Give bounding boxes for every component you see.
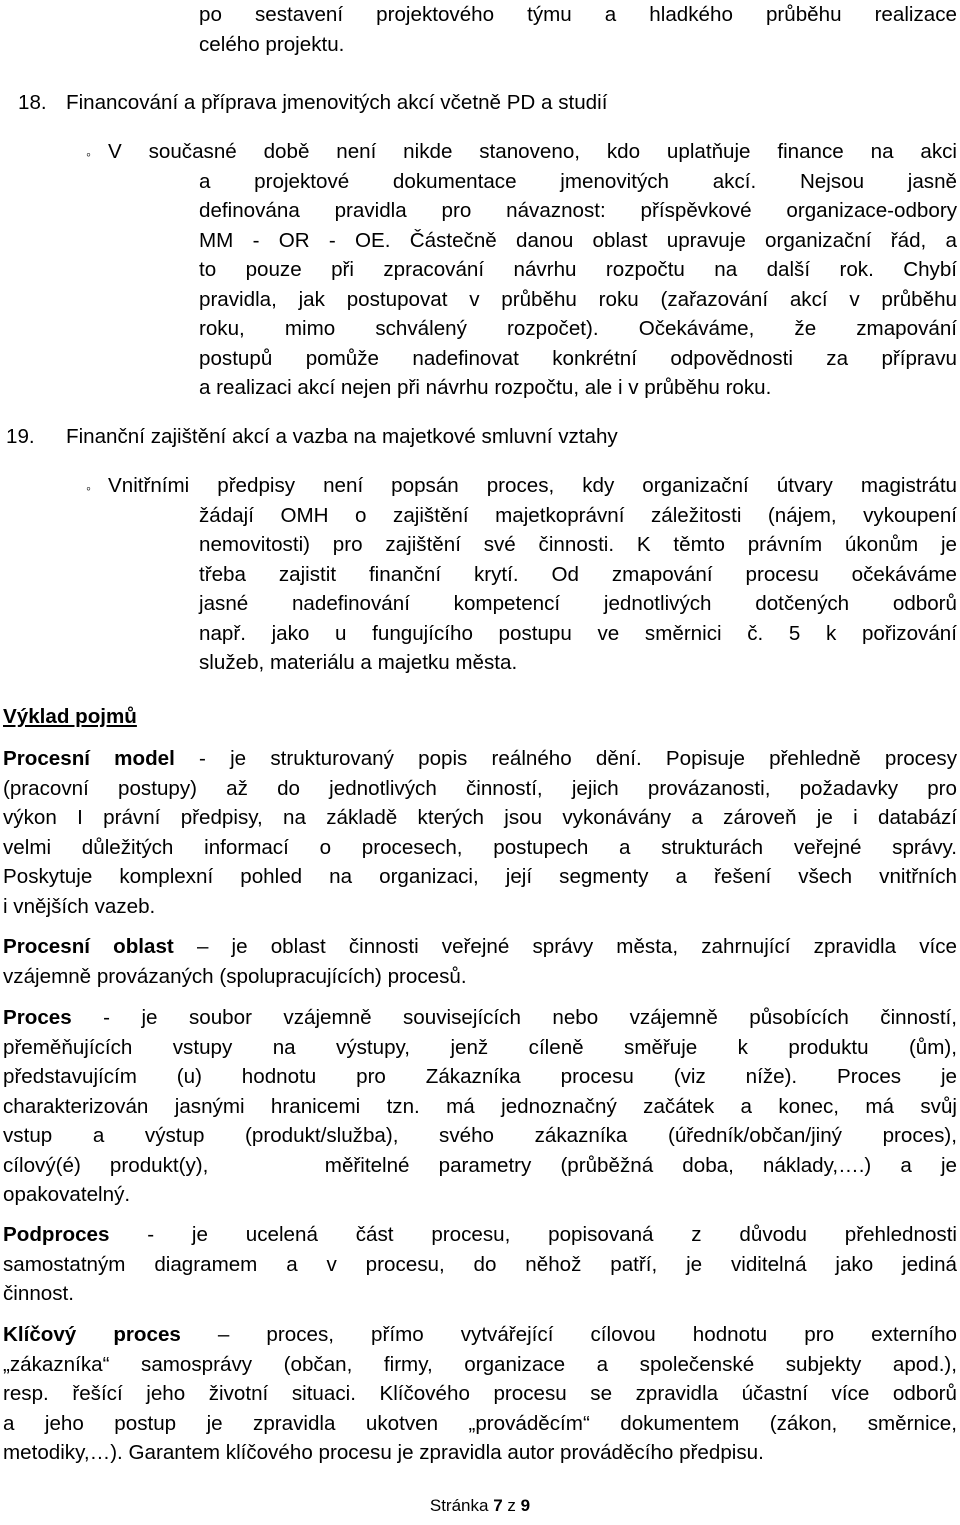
definition-term: Klíčový proces xyxy=(3,1323,181,1346)
definition-term: Proces xyxy=(3,1006,72,1029)
definition-podproces xyxy=(3,1220,957,1309)
item19-paragraph xyxy=(108,471,957,501)
text-line: roku, mimo schválený rozpočet). Očekáváme, že zmapování xyxy=(199,317,957,340)
text-line: služeb, materiálu a majetku města. xyxy=(199,651,518,674)
text-line: výkon I právní předpisy, na základě kterých jsou vykonávány a zároveň je i databází xyxy=(3,806,957,829)
list-item-title: Finanční zajištění akcí a vazba na majetkové smluvní vztahy xyxy=(66,425,618,448)
text-line: představujícím (u) hodnotu pro Zákazníka procesu (viz níže). Proces je xyxy=(3,1065,957,1088)
text-line: (pracovní postupy) až do jednotlivých činností, jejich provázanosti, požadavky pro xyxy=(3,776,957,800)
definition-first-line xyxy=(3,744,957,774)
list-item-title: Financování a příprava jmenovitých akcí včetně PD a studií xyxy=(66,91,608,114)
section-heading: Výklad pojmů xyxy=(3,705,137,728)
text-line: opakovatelný. xyxy=(3,1183,131,1206)
footer-label: Stránka xyxy=(429,1496,489,1515)
text-line: a realizaci akcí nejen při návrhu rozpočtu, ale i v průběhu roku. xyxy=(199,376,772,399)
definition-text: - je strukturovaný popis reálného dění. Popisuje přehledně procesy xyxy=(174,747,957,770)
text-line: resp. řešící jeho životní situaci. Klíčového procesu se zpravidla účastní více odborů xyxy=(3,1382,957,1405)
text-line: celého projektu. xyxy=(199,32,345,56)
text-line: definována pravidla pro návaznost: příspěvkové organizace-odbory xyxy=(199,199,957,222)
definition-first-line xyxy=(3,932,957,962)
definition-term: Procesní model xyxy=(3,747,175,770)
definition-first-line xyxy=(3,1320,957,1350)
intro-continuation xyxy=(199,0,957,59)
definition-text: – je oblast činnosti veřejné správy města, zahrnující zpravidla více xyxy=(173,935,958,958)
definition-text: - je ucelená část procesu, popisovaná z důvodu přehlednosti xyxy=(109,1223,957,1246)
list-number: 19. xyxy=(6,425,35,448)
text-line: velmi důležitých informací o procesech, postupech a strukturách veřejné správy. xyxy=(3,835,957,859)
text-line: i vnějších vazeb. xyxy=(3,894,156,918)
current-page-number: 7 xyxy=(493,1496,503,1515)
text-line: MM - OR - OE. Částečně danou oblast upravuje organizační řád, a xyxy=(199,228,957,252)
text-line: nemovitosti) pro zajištění své činnosti. K těmto právním úkonům je xyxy=(199,533,957,556)
text-line: metodiky,…). Garantem klíčového procesu je zpravidla autor prováděcího předpisu. xyxy=(3,1441,764,1464)
text-line: „zákazníka“ samosprávy (občan, firmy, organizace a společenské subjekty apod.), xyxy=(3,1352,957,1376)
text-line: postupů pomůže nadefinovat konkrétní odpovědnosti za přípravu xyxy=(199,346,957,370)
text-line: vzájemně provázaných (spolupracujících) procesů. xyxy=(3,964,467,988)
text-line: to pouze při zpracování návrhu rozpočtu na další rok. Chybí xyxy=(199,258,957,281)
footer-separator: z xyxy=(507,1496,516,1515)
text-line: Poskytuje komplexní pohled na organizaci, její segmenty a řešení všech vnitřních xyxy=(3,865,957,888)
definition-klicovy-proces xyxy=(3,1320,957,1468)
page-footer xyxy=(0,1496,960,1516)
text-line: po sestavení projektového týmu a hladkého průběhu realizace xyxy=(199,3,957,26)
text-line: V současné době není nikde stanoveno, kdo uplatňuje finance na akci xyxy=(108,140,957,163)
item19-paragraph-cont xyxy=(199,501,957,678)
definition-term: Procesní oblast xyxy=(3,935,174,958)
item18-paragraph-cont xyxy=(199,167,957,403)
definition-text: – proces, přímo vytvářející cílovou hodnotu pro externího xyxy=(180,1323,957,1346)
definition-first-line xyxy=(3,1220,957,1250)
definition-procesni-oblast xyxy=(3,932,957,991)
definition-procesni-model xyxy=(3,744,957,921)
text-line: vstup a výstup (produkt/služba), svého zákazníka (úředník/občan/jiný proces), xyxy=(3,1124,957,1147)
text-line: a projektové dokumentace jmenovitých akcí. Nejsou jasně xyxy=(199,169,957,193)
definition-proces xyxy=(3,1003,957,1210)
text-line: pravidla, jak postupovat v průběhu roku (zařazování akcí v průběhu xyxy=(199,287,957,311)
text-line: a jeho postup je zpravidla ukotven „prováděcím“ dokumentem (zákon, směrnice, xyxy=(3,1411,957,1435)
text-line: cílový(é) produkt(y), měřitelné parametry (průběžná doba, náklady,….) a je xyxy=(3,1153,957,1177)
list-number: 18. xyxy=(18,91,47,114)
item18-paragraph xyxy=(108,137,957,167)
text-line: charakterizován jasnými hranicemi tzn. má jednoznačný začátek a konec, má svůj xyxy=(3,1094,957,1118)
definition-first-line xyxy=(3,1003,957,1033)
text-line: žádají OMH o zajištění majetkoprávní záležitosti (nájem, vykoupení xyxy=(199,503,957,527)
definition-text: - je soubor vzájemně souvisejících nebo vzájemně působících činností, xyxy=(71,1006,957,1029)
text-line: Vnitřními předpisy není popsán proces, kdy organizační útvary magistrátu xyxy=(108,474,957,497)
definition-term: Podproces xyxy=(3,1223,110,1246)
text-line: přeměňujících vstupy na výstupy, jenž cíleně směřuje k produktu (ům), xyxy=(3,1035,957,1059)
bullet-icon: ◦ xyxy=(86,146,91,162)
text-line: samostatným diagramem a v procesu, do něhož patří, je viditelná jako jediná xyxy=(3,1252,957,1276)
bullet-icon: ◦ xyxy=(86,480,91,496)
total-page-number: 9 xyxy=(520,1496,531,1515)
text-line: např. jako u fungujícího postupu ve směrnici č. 5 k pořizování xyxy=(199,621,957,645)
text-line: činnost. xyxy=(3,1282,74,1305)
text-line: jasné nadefinování kompetencí jednotlivých dotčených odborů xyxy=(199,592,957,615)
text-line: třeba zajistit finanční krytí. Od zmapování procesu očekáváme xyxy=(199,562,957,586)
